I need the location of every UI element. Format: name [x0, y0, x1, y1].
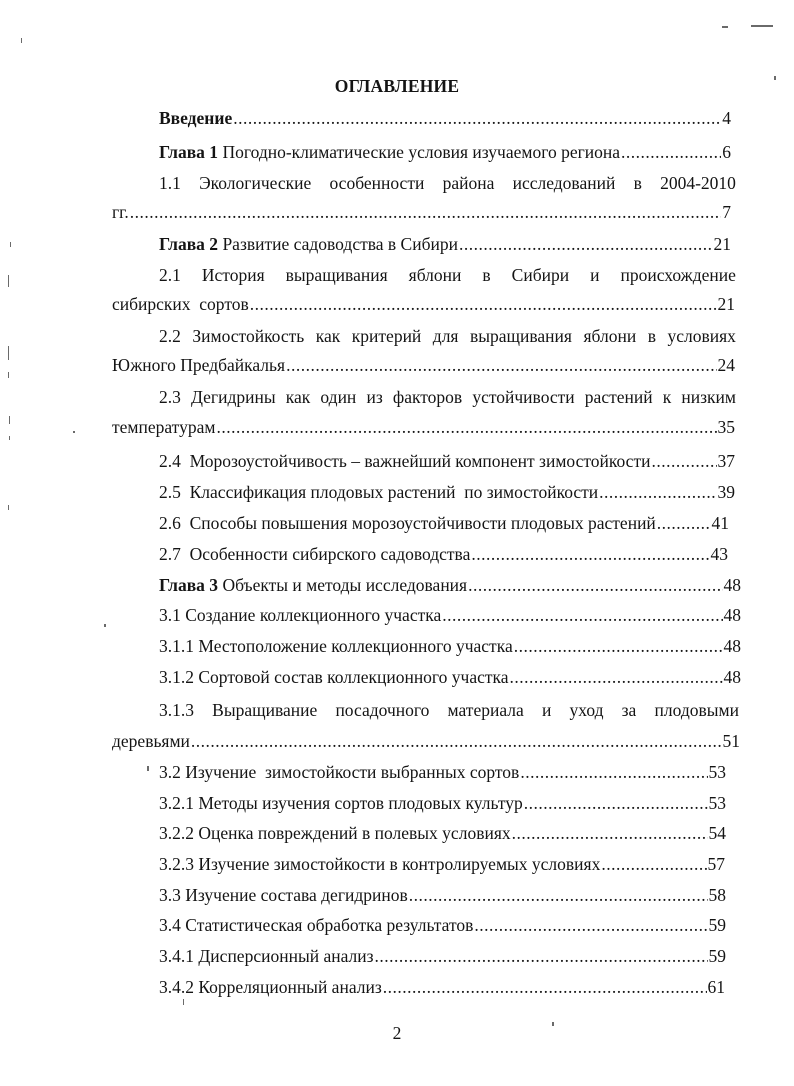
toc-page-number: 21: [713, 234, 731, 254]
toc-page-number: 48: [723, 636, 741, 656]
toc-page-number: 21: [717, 294, 735, 314]
toc-entry-3-3[interactable]: [159, 884, 726, 906]
toc-label: 3.1.1 Местоположение коллекционного участка: [159, 636, 513, 656]
scan-speck: [722, 26, 728, 28]
toc-page-number: 37: [717, 451, 735, 471]
dot-leader: [512, 822, 708, 844]
toc-word: Сибири: [511, 265, 570, 285]
toc-page-number: 48: [723, 575, 741, 595]
toc-page-number: 54: [708, 823, 726, 843]
toc-word: за: [621, 700, 637, 720]
toc-word: устойчивости: [472, 387, 575, 407]
toc-entry-2-6[interactable]: [159, 512, 729, 534]
toc-word: из: [366, 387, 383, 407]
scan-speck: [9, 436, 10, 440]
toc-page-number: 59: [708, 946, 726, 966]
scan-speck: [552, 1022, 554, 1026]
toc-label: 3.2.1 Методы изучения сортов плодовых культур: [159, 793, 523, 813]
scan-speck: [8, 275, 9, 287]
toc-word: к: [662, 387, 672, 407]
page-title: ОГЛАВЛЕНИЕ: [334, 76, 460, 96]
dot-leader: [657, 512, 711, 534]
toc-entry-1-1-cont[interactable]: [112, 201, 731, 223]
toc-word: района: [442, 173, 495, 193]
toc-label: 3.4 Статистическая обработка результатов: [159, 915, 474, 935]
scan-speck: [104, 624, 106, 627]
toc-word: Экологические: [199, 173, 312, 193]
toc-word: в: [482, 265, 491, 285]
toc-page-number: 48: [723, 605, 741, 625]
toc-entry-2-1-cont[interactable]: [112, 293, 735, 315]
toc-label: Южного Предбайкалья: [112, 355, 286, 375]
toc-label: Погодно-климатические условия изучаемого региона: [218, 142, 621, 162]
toc-word: растений: [584, 387, 653, 407]
toc-label: сибирских сортов: [112, 294, 249, 314]
toc-word: и: [541, 700, 552, 720]
scan-speck: [9, 416, 10, 424]
toc-word: 2004-2010: [660, 173, 736, 193]
scan-speck: [147, 766, 149, 771]
toc-page-number: 41: [711, 513, 729, 533]
toc-label: 3.2.3 Изучение зимостойкости в контролируемых условиях: [159, 854, 601, 874]
scan-speck: [774, 76, 776, 80]
page-number: 2: [392, 1023, 402, 1043]
toc-word: Зимостойкость: [192, 326, 305, 346]
toc-entry-3-2[interactable]: [159, 761, 726, 783]
toc-label: Объекты и методы исследования: [218, 575, 468, 595]
toc-entry-2-4[interactable]: [159, 450, 735, 472]
toc-entry-3-2-1[interactable]: [159, 792, 726, 814]
scan-speck: [751, 25, 773, 27]
dot-leader: [286, 354, 716, 376]
toc-entry-2-1[interactable]: [159, 264, 736, 286]
dot-leader: [510, 666, 723, 688]
dot-leader: [375, 945, 708, 967]
toc-word: в: [633, 173, 642, 193]
toc-entry-chapter-1[interactable]: [159, 141, 731, 163]
toc-label: 2.4 Морозоустойчивость – важнейший компонент зимостойкости: [159, 451, 651, 471]
toc-entry-1-1[interactable]: [159, 172, 736, 194]
scan-speck: [8, 372, 9, 378]
dot-leader: [599, 481, 716, 503]
toc-word: происхождение: [620, 265, 736, 285]
toc-word: 2.2: [159, 326, 181, 346]
toc-label: деревьями: [112, 731, 190, 751]
dot-leader: [191, 730, 722, 752]
toc-entry-2-5[interactable]: [159, 481, 735, 503]
toc-entry-3-1-3[interactable]: [159, 699, 739, 721]
toc-page-number: 4: [722, 108, 731, 128]
scan-speck: [183, 999, 184, 1005]
toc-word: уход: [569, 700, 604, 720]
toc-entry-3-4-2[interactable]: [159, 976, 725, 998]
dot-leader: [216, 416, 716, 438]
dot-leader: [459, 233, 713, 255]
toc-page-number: 51: [722, 731, 740, 751]
toc-chapter-label: Глава 1: [159, 142, 219, 162]
toc-word: Дегидрины: [191, 387, 276, 407]
toc-entry-3-4[interactable]: [159, 914, 726, 936]
dot-leader: [471, 543, 709, 565]
toc-entry-3-1-1[interactable]: [159, 635, 741, 657]
toc-entry-2-7[interactable]: [159, 543, 728, 565]
toc-word: исследований: [512, 173, 616, 193]
toc-entry-introduction[interactable]: [159, 107, 731, 129]
toc-page-number: 35: [717, 417, 735, 437]
toc-label: 2.7 Особенности сибирского садоводства: [159, 544, 471, 564]
toc-word: один: [320, 387, 357, 407]
scan-speck: [8, 346, 9, 360]
toc-word: низким: [681, 387, 736, 407]
toc-entry-3-4-1[interactable]: [159, 945, 726, 967]
toc-label: 3.1.2 Сортовой состав коллекционного участка: [159, 667, 509, 687]
toc-entry-2-3-cont[interactable]: [112, 416, 735, 438]
toc-page-number: 57: [707, 854, 725, 874]
toc-word: яблони: [583, 326, 637, 346]
toc-word: выращивания: [469, 326, 572, 346]
dot-leader: [520, 761, 707, 783]
dot-leader: [468, 574, 722, 596]
toc-entry-2-3[interactable]: [159, 386, 736, 408]
toc-label: 3.1 Создание коллекционного участка: [159, 605, 442, 625]
toc-chapter-label: Глава 2: [159, 234, 219, 254]
toc-word: и: [590, 265, 600, 285]
dot-leader: [601, 853, 706, 875]
dot-leader: [514, 635, 723, 657]
dot-leader: [233, 107, 721, 129]
toc-word: факторов: [392, 387, 463, 407]
toc-entry-3-1-3-cont[interactable]: [112, 730, 740, 752]
dot-leader: [409, 884, 708, 906]
toc-word: особенности: [329, 173, 425, 193]
toc-page-number: 61: [707, 977, 725, 997]
toc-page-number: 53: [708, 793, 726, 813]
scan-speck: [10, 242, 11, 247]
toc-label: 2.6 Способы повышения морозоустойчивости плодовых растений: [159, 513, 656, 533]
dot-leader: [621, 141, 721, 163]
toc-page-number: 58: [708, 885, 726, 905]
toc-word: История: [201, 265, 265, 285]
toc-word: условиях: [667, 326, 736, 346]
toc-word: критерий: [351, 326, 422, 346]
toc-page-number: 53: [708, 762, 726, 782]
toc-word: яблони: [408, 265, 462, 285]
dot-leader: [474, 914, 707, 936]
toc-page-number: 7: [722, 202, 731, 222]
toc-word: Выращивание: [212, 700, 318, 720]
toc-word: посадочного: [335, 700, 430, 720]
toc-page-number: 39: [717, 482, 735, 502]
toc-entry-2-2[interactable]: [159, 325, 736, 347]
toc-label: 3.2.2 Оценка повреждений в полевых условиях: [159, 823, 511, 843]
toc-page-number: 48: [723, 667, 741, 687]
toc-entry-chapter-2[interactable]: [159, 233, 731, 255]
dot-leader: [383, 976, 707, 998]
toc-label: Введение: [159, 108, 233, 128]
toc-label: температурам: [112, 417, 216, 437]
toc-word: выращивания: [285, 265, 388, 285]
dot-leader: [130, 201, 721, 223]
toc-label: 3.4.2 Корреляционный анализ: [159, 977, 382, 997]
scan-speck: [8, 505, 9, 510]
toc-page-number: 6: [722, 142, 731, 162]
dot-leader: [524, 792, 708, 814]
toc-word: 1.1: [159, 173, 181, 193]
toc-word: для: [432, 326, 459, 346]
toc-page-number: 43: [710, 544, 728, 564]
scan-speck: [73, 431, 75, 433]
toc-entry-3-2-2[interactable]: [159, 822, 726, 844]
toc-entry-3-1[interactable]: [159, 604, 741, 626]
toc-word: материала: [447, 700, 524, 720]
toc-label: 2.5 Классификация плодовых растений по зимостойкости: [159, 482, 599, 502]
dot-leader: [442, 604, 722, 626]
toc-entry-2-2-cont[interactable]: [112, 354, 735, 376]
toc-entry-3-2-3[interactable]: [159, 853, 725, 875]
toc-page-number: 59: [708, 915, 726, 935]
toc-word: 2.1: [159, 265, 181, 285]
toc-entry-3-1-2[interactable]: [159, 666, 741, 688]
toc-label: гг.: [112, 202, 129, 222]
toc-label: 3.2 Изучение зимостойкости выбранных сортов: [159, 762, 520, 782]
toc-word: как: [285, 387, 311, 407]
toc-word: в: [647, 326, 656, 346]
toc-word: как: [315, 326, 341, 346]
toc-page-number: 24: [717, 355, 735, 375]
toc-word: 2.3: [159, 387, 181, 407]
toc-label: 3.3 Изучение состава дегидринов: [159, 885, 408, 905]
toc-label: 3.4.1 Дисперсионный анализ: [159, 946, 374, 966]
scan-speck: [21, 38, 22, 43]
toc-chapter-label: Глава 3: [159, 575, 219, 595]
dot-leader: [250, 293, 717, 315]
toc-label: Развитие садоводства в Сибири: [218, 234, 458, 254]
toc-word: 3.1.3: [159, 700, 194, 720]
toc-word: плодовыми: [654, 700, 739, 720]
toc-entry-chapter-3[interactable]: [159, 574, 741, 596]
dot-leader: [651, 450, 716, 472]
